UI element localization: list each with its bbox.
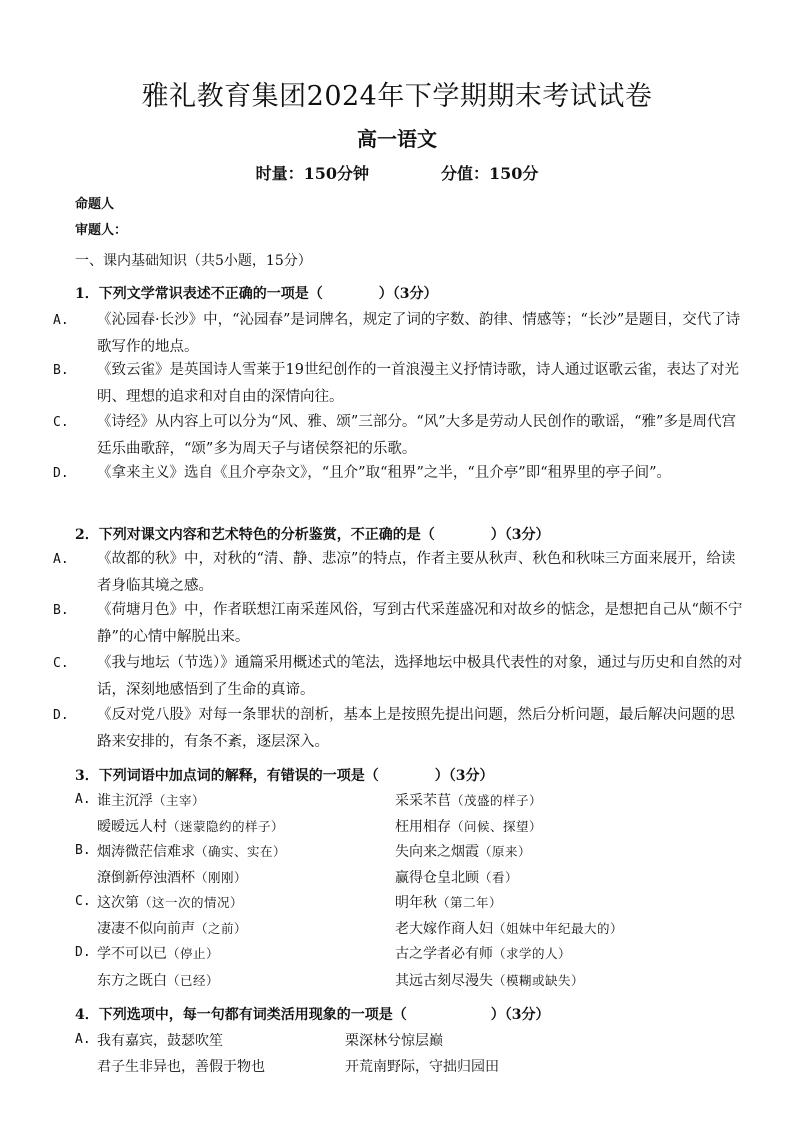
q3-b-left: 烟涛微茫信难求（确实、实在） [97,844,287,860]
question-1-stem: 1．下列文学常识表述不正确的一项是（ ）（3分） [75,286,438,302]
q3-d-right: 古之学者必有师（求学的人） [395,946,572,962]
q1-option-c: C. 《诗经》从内容上可以分为“风、雅、颂”三部分。“风”大多是劳动人民创作的歌谣，“雅”多是周代宫廷乐曲歌辞，“颂”多为周天子与诸侯祭祀的乐歌。 [53,414,736,457]
q3-d2-left: 东方之既白（已经） [97,973,220,989]
q2-option-c: C. 《我与地坛（节选）》通篇采用概述式的笔法，选择地坛中极具代表性的对象，通过与历史和自然的对话，深刻地感悟到了生命的真谛。 [53,655,743,698]
q1-option-d: D. 《拿来主义》选自《且介亭杂文》，“且介”取“租界”之半，“且介亭”即“租界里的亭子间”。 [53,465,672,481]
q4-a2-right: 开荒南野际，守拙归园田 [345,1059,499,1075]
q1-option-a: A. 《沁园春·长沙》中，“沁园春”是词牌名，规定了词的字数、韵律、情感等；“长沙”是题目，交代了诗歌写作的地点。 [53,312,741,355]
q3-label-a: A. [75,792,91,807]
q4-a-right: 栗深林兮惊层巅 [345,1033,443,1049]
exam-title: 雅礼教育集团2024年下学期期末考试试卷 [141,81,653,112]
q2-option-b: B. 《荷塘月色》中，作者联想江南采莲风俗，写到古代采莲盛况和对故乡的惦念，是想把自己从“颇不宁静”的心情中解脱出来。 [53,602,743,645]
q3-b-right: 失向来之烟霞（原来） [395,844,532,860]
q4-a2-left: 君子生非异也，善假于物也 [97,1059,265,1075]
q2-option-a: A. 《故都的秋》中，对秋的“清、静、悲凉”的特点，作者主要从秋声、秋色和秋味三方面来展开，给读者身临其境之感。 [53,551,736,594]
question-3-stem: 3．下列词语中加点词的解释，有错误的一项是（ ）（3分） [75,768,494,784]
q3-a-right: 采采芣苢（茂盛的样子） [395,793,543,809]
q3-a2-left: 暧暧远人村（迷蒙隐约的样子） [97,819,285,835]
q3-c-right: 明年秋（第二年） [395,895,503,911]
subject-title: 高一语文 [357,127,437,151]
q3-b2-left: 潦倒新停浊酒杯（刚刚） [97,870,248,886]
setter-label: 命题人 [75,197,115,212]
q4-label-a: A. [75,1032,91,1047]
q3-d2-right: 其远古刻尽漫失（模糊或缺失） [395,973,585,989]
reviewer-label: 审题人： [75,223,128,238]
q3-label-b: B. [75,843,91,858]
q3-b2-right: 赢得仓皇北顾（看） [395,870,519,886]
q3-a-left: 谁主沉浮（主宰） [97,793,206,809]
question-4-stem: 4．下列选项中，每一句都有词类活用现象的一项是（ ）（3分） [75,1007,550,1023]
q3-a2-right: 枉用相存（问候、探望） [395,819,543,835]
time-limit: 时量：150分钟 [255,164,369,183]
q4-a-left: 我有嘉宾，鼓瑟吹笙 [97,1033,223,1049]
q3-c2-right: 老大嫁作商人妇（姐妹中年纪最大的） [395,921,624,937]
q3-label-d: D. [75,945,91,960]
q2-option-d: D. 《反对党八股》对每一条罪状的剖析，基本上是按照先提出问题，然后分析问题，最后解决问题的思路来安排的，有条不紊，逐层深入。 [53,707,735,750]
q3-label-c: C. [75,894,91,909]
section-heading: 一、课内基础知识（共5小题，15分） [75,253,312,269]
question-2-stem: 2．下列对课文内容和艺术特色的分析鉴赏，不正确的是（ ）（3分） [75,527,550,543]
q1-option-b: B. 《致云雀》是英国诗人雪莱于19世纪创作的一首浪漫主义抒情诗歌，诗人通过讴歌云雀，表达了对光明、理想的追求和对自由的深情向往。 [53,362,739,405]
q3-c-left: 这次第（这一次的情况） [97,895,244,911]
total-score: 分值：150分 [441,164,539,183]
exam-meta [0,161,794,184]
q3-d-left: 学不可以已（停止） [97,946,220,962]
q3-c2-left: 凄凄不似向前声（之前） [97,921,248,937]
